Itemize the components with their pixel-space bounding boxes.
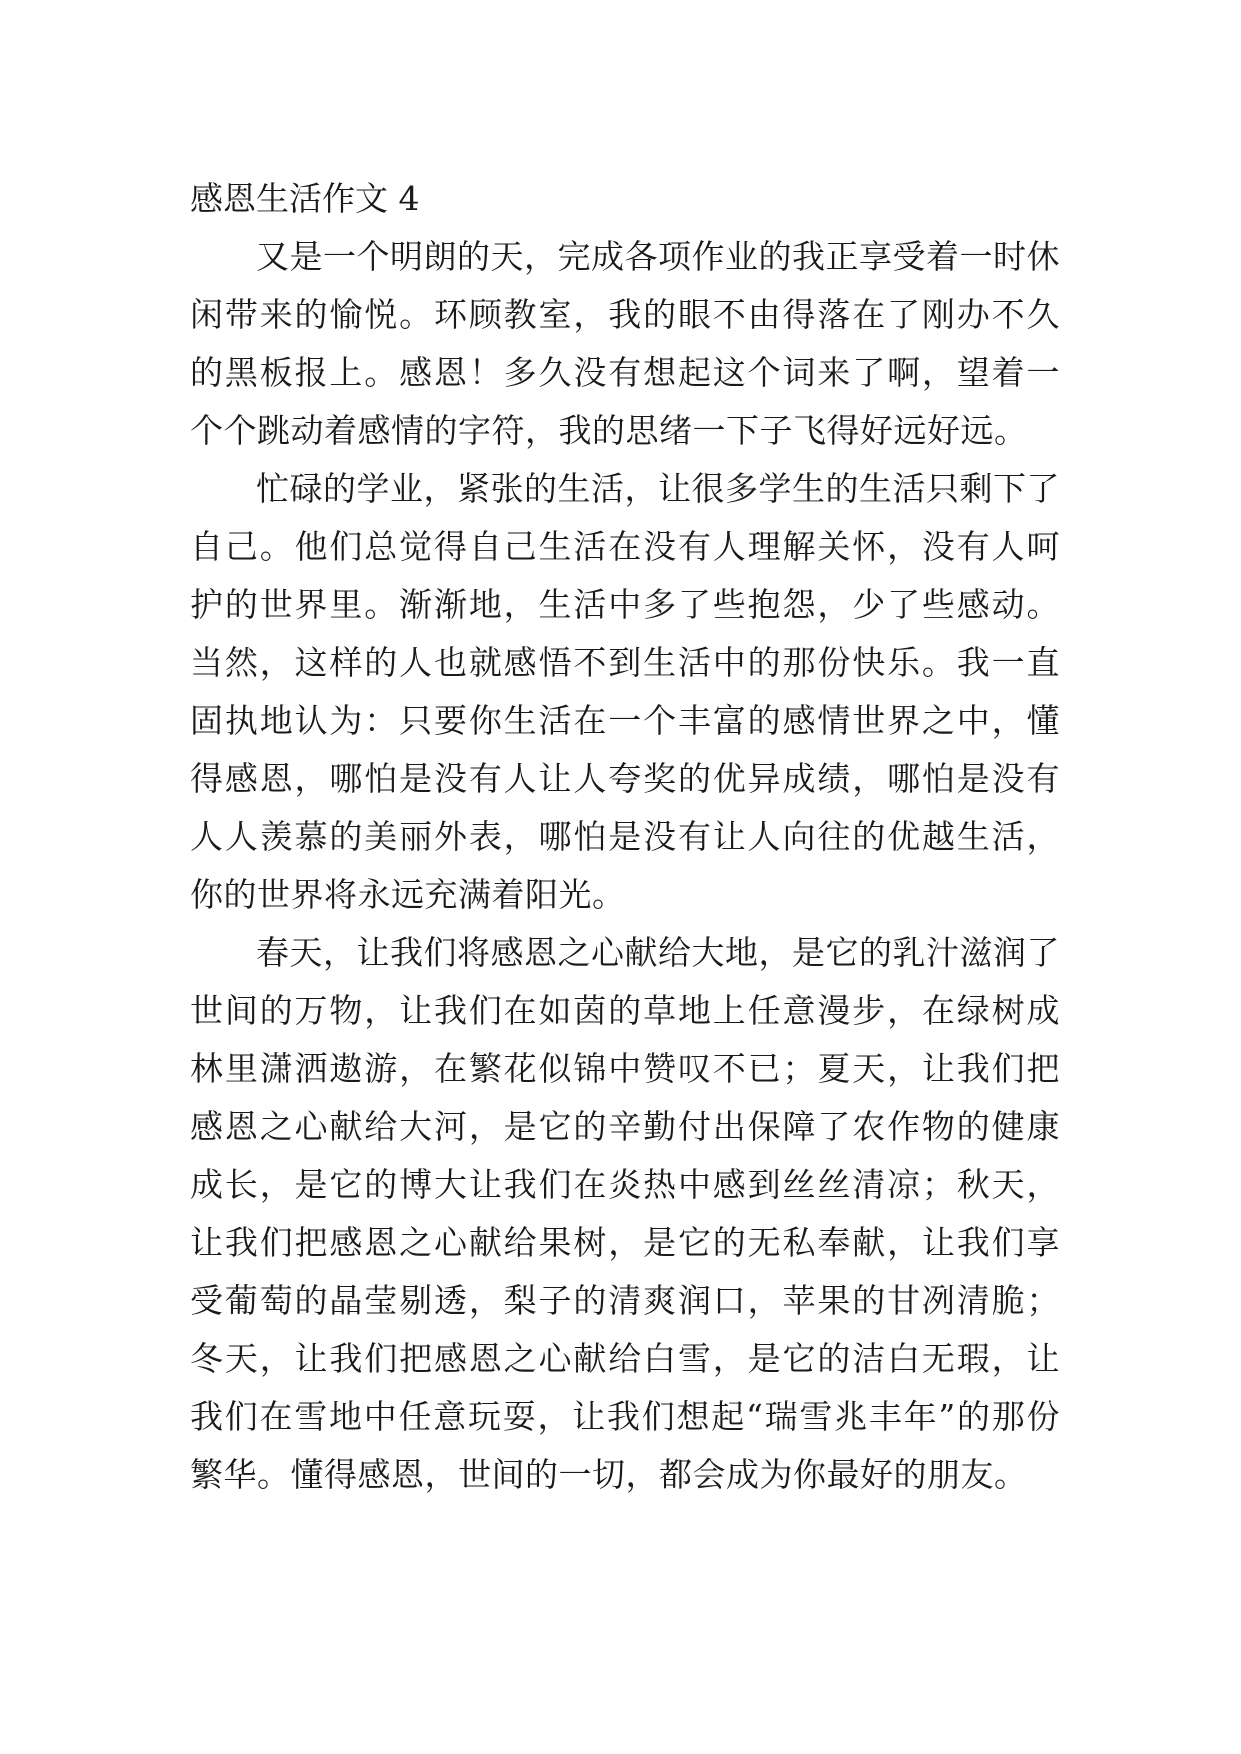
document-body	[190, 170, 1060, 1504]
paragraph-1: 又是一个明朗的天，完成各项作业的我正享受着一时休闲带来的愉悦。环顾教室，我的眼不由得落在了刚办不久的黑板报上。感恩！多久没有想起这个词来了啊，望着一个个跳动着感情的字符，我的思绪一下子飞得好远好远。	[190, 237, 1060, 450]
paragraph-3: 春天，让我们将感恩之心献给大地，是它的乳汁滋润了世间的万物，让我们在如茵的草地上任意漫步，在绿树成林里潇洒遨游，在繁花似锦中赞叹不已；夏天，让我们把感恩之心献给大河，是它的辛勤付出保障了农作物的健康成长，是它的博大让我们在炎热中感到丝丝清凉；秋天，让我们把感恩之心献给果树，是它的无私奉献，让我们享受葡萄的晶莹剔透，梨子的清爽润口，苹果的甘冽清脆；冬天，让我们把感恩之心献给白雪，是它的洁白无瑕，让我们在雪地中任意玩耍，让我们想起“瑞雪兆丰年”的那份繁华。懂得感恩，世间的一切，都会成为你最好的朋友。	[190, 933, 1060, 1494]
essay-title: 感恩生活作文 4	[190, 179, 420, 218]
paragraph-2: 忙碌的学业，紧张的生活，让很多学生的生活只剩下了自己。他们总觉得自己生活在没有人理解关怀，没有人呵护的世界里。渐渐地，生活中多了些抱怨，少了些感动。当然，这样的人也就感悟不到生活中的那份快乐。我一直固执地认为：只要你生活在一个丰富的感情世界之中，懂得感恩，哪怕是没有人让人夸奖的优异成绩，哪怕是没有人人羡慕的美丽外表，哪怕是没有让人向往的优越生活，你的世界将永远充满着阳光。	[190, 469, 1060, 914]
